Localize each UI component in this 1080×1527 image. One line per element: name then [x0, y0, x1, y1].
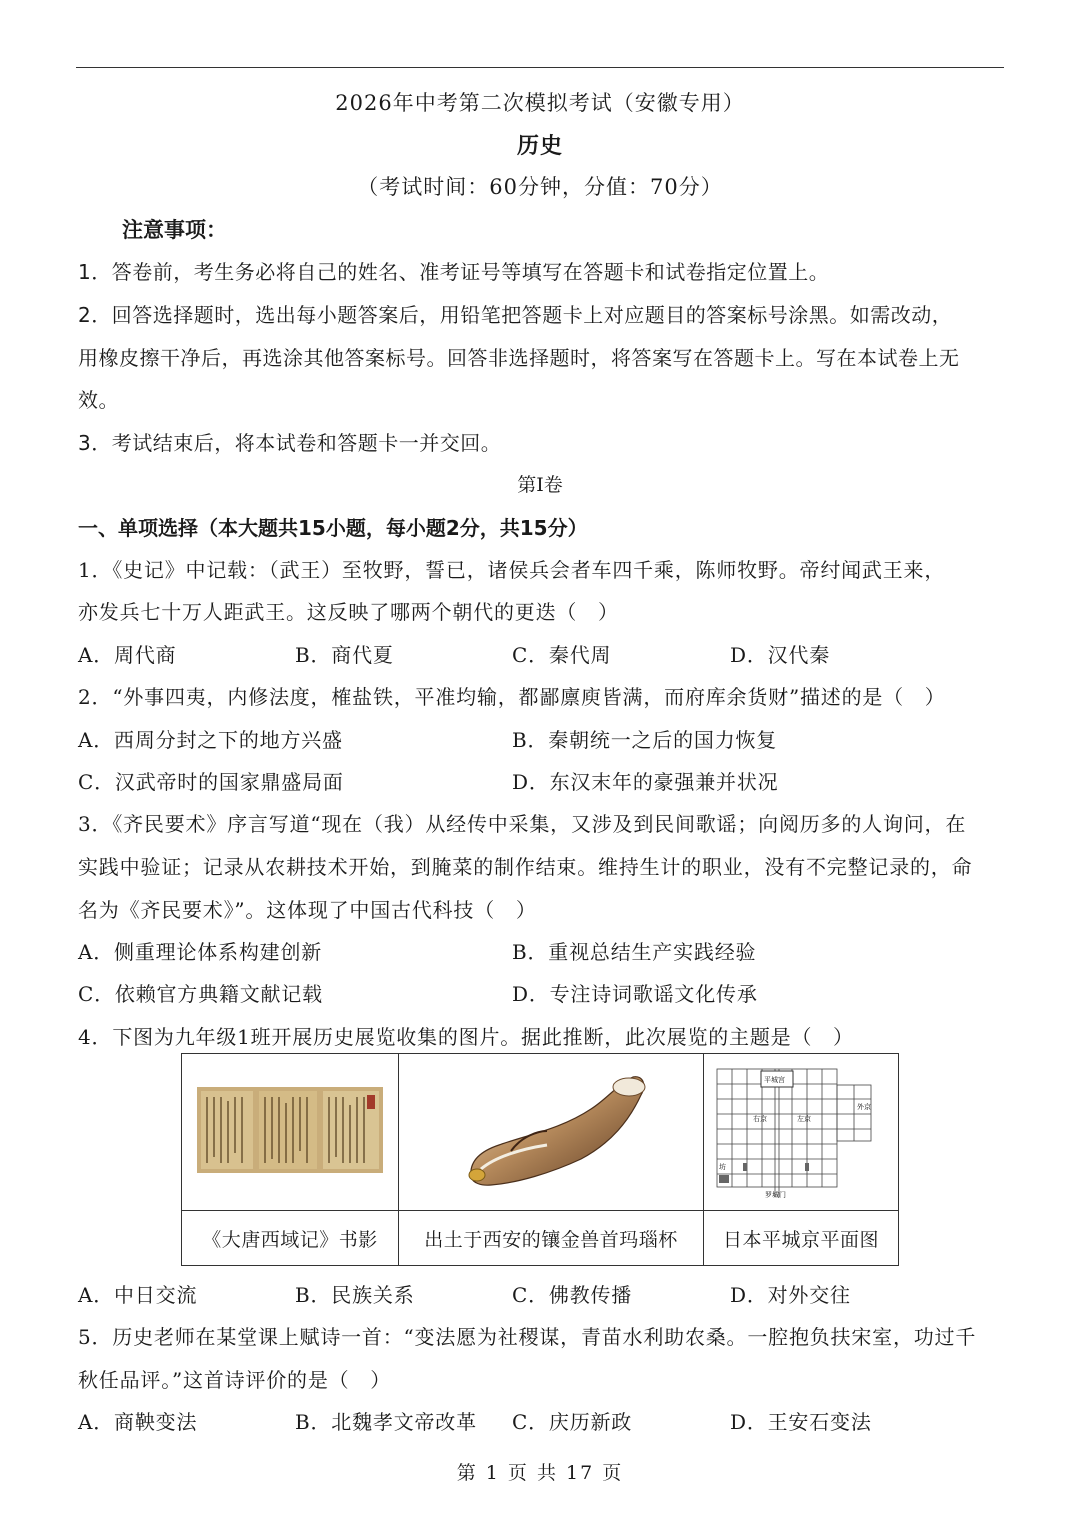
q3-option-b: B．重视总结生产实践经验: [512, 940, 757, 964]
figure-caption: 《大唐西域记》书影: [182, 1211, 399, 1266]
notice-line: 1．答卷前，考生务必将自己的姓名、准考证号等填写在答题卡和试卷指定位置上。: [78, 260, 830, 284]
q4-option-b: B．民族关系: [295, 1283, 415, 1307]
heijo-kyo-map-image: [713, 1059, 889, 1201]
notice-line: 3．考试结束后，将本试卷和答题卡一并交回。: [78, 431, 502, 455]
q2-option-d: D．东汉末年的豪强兼并状况: [512, 770, 779, 794]
q4-option-c: C．佛教传播: [512, 1283, 633, 1307]
q1-option-a: A．周代商: [78, 643, 177, 667]
notice-line: 用橡皮擦干净后，再选涂其他答案标号。回答非选择题时，将答案写在答题卡上。写在本试卷上无: [78, 346, 960, 370]
q3-option-d: D．专注诗词歌谣文化传承: [512, 982, 758, 1006]
top-divider: [76, 67, 1004, 68]
book-scan-image: [197, 1087, 383, 1173]
q5-option-a: A．商鞅变法: [78, 1410, 198, 1434]
q5-option-b: B．北魏孝文帝改革: [295, 1410, 477, 1434]
notice-line: 2．回答选择题时，选出每小题答案后，用铅笔把答题卡上对应题目的答案标号涂黑。如需改动，: [78, 303, 953, 327]
question-3-text: 实践中验证；记录从农耕技术开始，到腌菜的制作结束。维持生计的职业，没有不完整记录的，命: [78, 855, 973, 879]
q1-option-d: D．汉代秦: [730, 643, 831, 667]
q4-option-d: D．对外交往: [730, 1283, 851, 1307]
question-5-text: 5．历史老师在某堂课上赋诗一首：“变法愿为社稷谋，青苗水利助农桑。一腔抱负扶宋室，功过千: [78, 1325, 977, 1349]
map-label-gate: 罗城门: [765, 1191, 786, 1199]
figure-table: [181, 1053, 899, 1266]
volume-label: 第I卷: [517, 474, 563, 496]
question-3-text: 3．《齐民要术》序言写道“现在（我）从经传中采集，又涉及到民间歌谣；向阅历多的人询问，在: [78, 812, 967, 836]
exam-info: （考试时间：60分钟，分值：70分）: [357, 175, 723, 199]
q3-option-c: C．依赖官方典籍文献记载: [78, 982, 323, 1006]
figure-cell: [704, 1054, 899, 1211]
question-1-text: 亦发兵七十万人距武王。这反映了哪两个朝代的更迭（ ）: [78, 600, 619, 624]
figure-caption: 出土于西安的镶金兽首玛瑙杯: [399, 1211, 704, 1266]
subject-title: 历史: [516, 133, 563, 159]
page-footer: 第 1 页 共 17 页: [456, 1462, 624, 1484]
map-label-palace: 平城宫: [764, 1076, 785, 1084]
notice-line: 效。: [78, 388, 119, 412]
q2-option-c: C．汉武帝时的国家鼎盛局面: [78, 770, 344, 794]
figure-cell: [399, 1054, 704, 1211]
exam-title: 2026年中考第二次模拟考试（安徽专用）: [335, 91, 745, 115]
question-5-text: 秋任品评。”这首诗评价的是（ ）: [78, 1368, 392, 1392]
figure-caption: 日本平城京平面图: [704, 1211, 899, 1266]
q1-option-b: B．商代夏: [295, 643, 394, 667]
question-3-text: 名为《齐民要术》”。这体现了中国古代科技（ ）: [78, 898, 537, 922]
map-label-right: 右京: [753, 1115, 767, 1123]
section-title: 一、单项选择（本大题共15小题，每小题2分，共15分）: [78, 516, 588, 540]
q1-option-c: C．秦代周: [512, 643, 612, 667]
notice-heading: 注意事项：: [122, 218, 227, 242]
agate-cup-image: [451, 1065, 651, 1195]
q5-option-d: D．王安石变法: [730, 1410, 872, 1434]
q4-option-a: A．中日交流: [78, 1283, 198, 1307]
map-label-market: 坊: [719, 1163, 726, 1171]
question-4-text: 4．下图为九年级1班开展历史展览收集的图片。据此推断，此次展览的主题是（ ）: [78, 1025, 854, 1049]
question-2-text: 2．“外事四夷，内修法度，榷盐铁，平准均输，都鄙廪庾皆满，而府库余货财”描述的是（ ）: [78, 685, 946, 709]
q2-option-a: A．西周分封之下的地方兴盛: [78, 728, 343, 752]
map-label-left: 左京: [797, 1115, 811, 1123]
map-label-outer: 外京: [857, 1103, 871, 1111]
figure-cell: [182, 1054, 399, 1211]
question-1-text: 1．《史记》中记载：（武王）至牧野，誓已，诸侯兵会者车四千乘，陈师牧野。帝纣闻武王来，: [78, 558, 946, 582]
q3-option-a: A．侧重理论体系构建创新: [78, 940, 323, 964]
q5-option-c: C．庆历新政: [512, 1410, 633, 1434]
q2-option-b: B．秦朝统一之后的国力恢复: [512, 728, 778, 752]
